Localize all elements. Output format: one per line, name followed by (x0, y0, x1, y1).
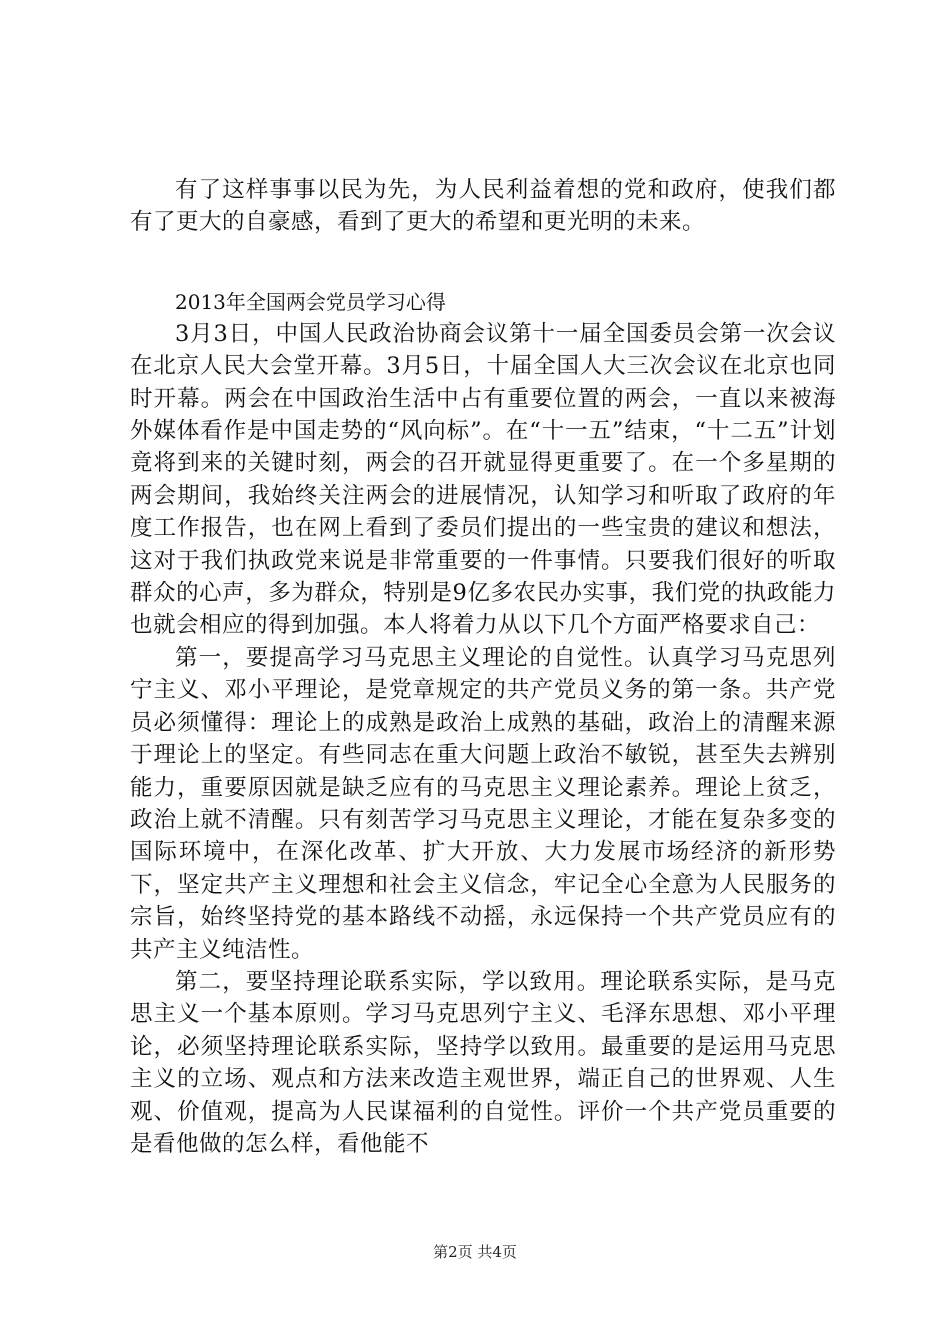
paragraph-first-point: 第一，要提高学习马克思主义理论的自觉性。认真学习马克思列宁主义、邓小平理论，是党章规定的共产党员义务的第一条。共产党员必须懂得：理论上的成熟是政治上成熟的基础，政治上的清醒来源于理论上的坚定。有些同志在重大问题上政治不敏锐，甚至失去辨别能力，重要原因就是缺乏应有的马克思主义理论素养。理论上贫乏，政治上就不清醒。只有刻苦学习马克思主义理论，才能在复杂多变的国际环境中，在深化改革、扩大开放、大力发展市场经济的新形势下，坚定共产主义理想和社会主义信念，牢记全心全意为人民服务的宗旨，始终坚持党的基本路线不动摇，永远保持一个共产党员应有的共产主义纯洁性。 (130, 644, 836, 963)
paragraph-closing: 有了这样事事以民为先，为人民利益着想的党和政府，使我们都有了更大的自豪感，看到了更大的希望和更光明的未来。 (130, 177, 836, 236)
page-number-footer: 第2页 共4页 (433, 1243, 517, 1261)
paragraph-second-point: 第二，要坚持理论联系实际，学以致用。理论联系实际，是马克思主义一个基本原则。学习马克思列宁主义、毛泽东思想、邓小平理论，必须坚持理论联系实际，坚持学以致用。最重要的是运用马克思主义的立场、观点和方法来改造主观世界，端正自己的世界观、人生观、价值观，提高为人民谋福利的自觉性。评价一个共产党员重要的是看他做的怎么样，看他能不 (130, 968, 836, 1157)
section-title: 2013年全国两会党员学习心得 (175, 289, 446, 314)
paragraph-gap (130, 239, 836, 287)
paragraph-intro: 3月3日，中国人民政治协商会议第十一届全国委员会第一次会议在北京人民大会堂开幕。3月5日，十届全国人大三次会议在北京也同时开幕。两会在中国政治生活中占有重要位置的两会，一直以来被海外媒体看作是中国走势的“风向标”。在“十一五”结束，“十二五”计划竟将到来的关键时刻，两会的召开就显得更重要了。在一个多星期的两会期间，我始终关注两会的进展情况，认知学习和听取了政府的年度工作报告，也在网上看到了委员们提出的一些宝贵的建议和想法，这对于我们执政党来说是非常重要的一件事情。只要我们很好的听取群众的心声，多为群众，特别是9亿多农民办实事，我们党的执政能力也就会相应的得到加强。本人将着力从以下几个方面严格要求自己： (130, 320, 836, 639)
document-body (130, 174, 836, 1160)
